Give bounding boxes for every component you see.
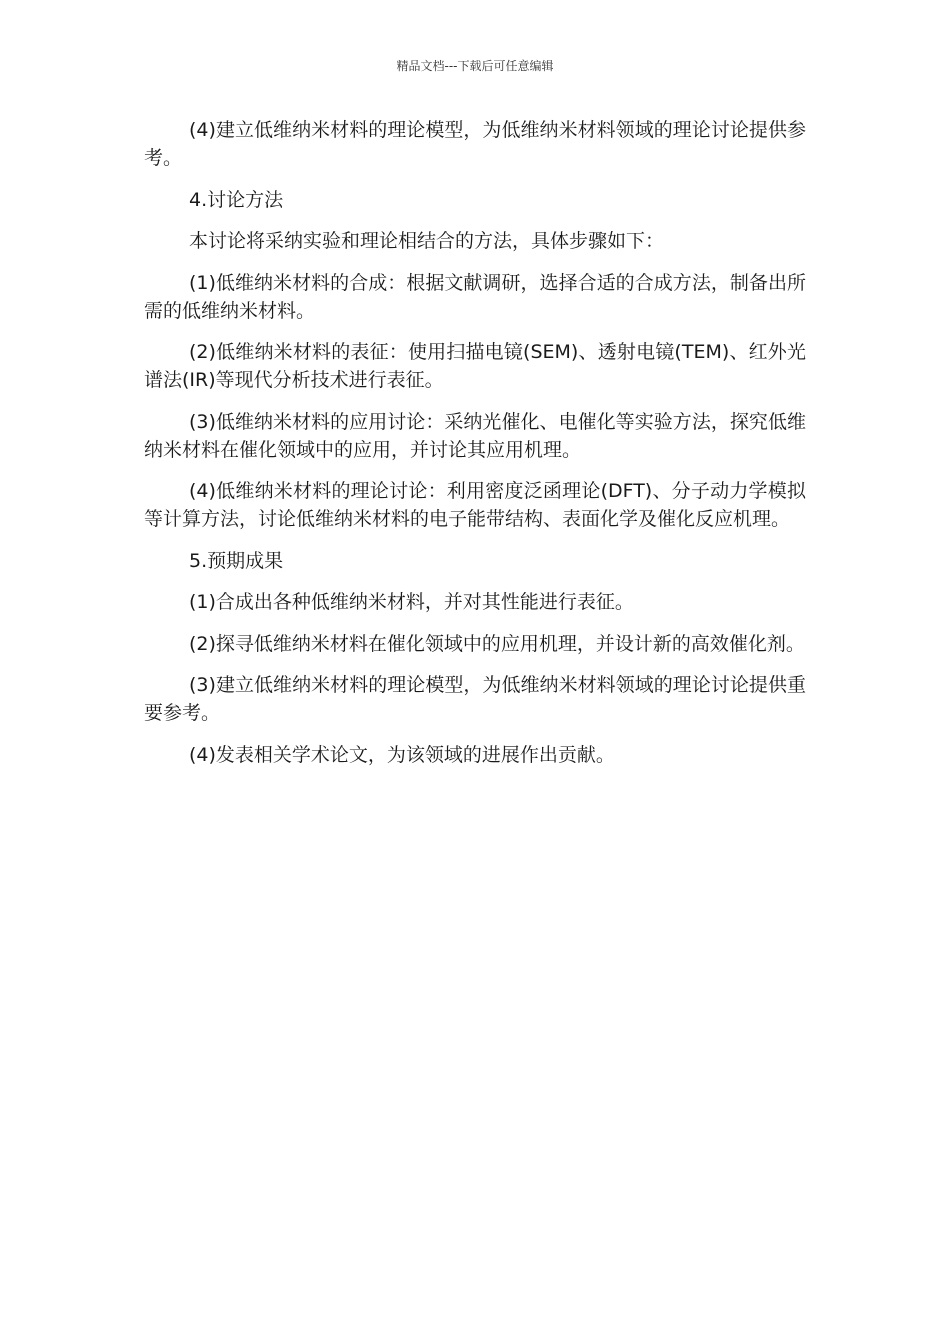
paragraph-method-application: (3)低维纳米材料的应用讨论：采纳光催化、电催化等实验方法，探究低维纳米材料在催化领域中的应用，并讨论其应用机理。 — [144, 410, 806, 461]
paragraph-outcome-catalyst: (2)探寻低维纳米材料在催化领域中的应用机理，并设计新的高效催化剂。 — [189, 632, 805, 655]
paragraph-method-theory: (4)低维纳米材料的理论讨论：利用密度泛函理论(DFT)、分子动力学模拟等计算方法，讨论低维纳米材料的电子能带结构、表面化学及催化反应机理。 — [144, 480, 806, 530]
section-heading-outcomes: 5.预期成果 — [189, 549, 284, 572]
paragraph-outcome-publication: (4)发表相关学术论文，为该领域的进展作出贡献。 — [189, 743, 615, 766]
paragraph-outcome-model: (3)建立低维纳米材料的理论模型，为低维纳米材料领域的理论讨论提供重要参考。 — [144, 674, 806, 724]
paragraph-method-characterization: (2)低维纳米材料的表征：使用扫描电镜(SEM)、透射电镜(TEM)、红外光谱法(IR)等现代分析技术进行表征。 — [144, 341, 806, 391]
paragraph-methods-intro: 本讨论将采纳实验和理论相结合的方法，具体步骤如下： — [189, 230, 665, 252]
section-heading-methods: 4.讨论方法 — [189, 188, 284, 211]
document-body — [144, 116, 806, 782]
paragraph-method-synthesis: (1)低维纳米材料的合成：根据文献调研，选择合适的合成方法，制备出所需的低维纳米材料。 — [144, 271, 806, 322]
paragraph-model-goal: (4)建立低维纳米材料的理论模型，为低维纳米材料领域的理论讨论提供参考。 — [144, 119, 806, 169]
page-header: 精品文档---下载后可任意编辑 — [396, 59, 554, 73]
paragraph-outcome-synthesis: (1)合成出各种低维纳米材料，并对其性能进行表征。 — [189, 591, 634, 613]
